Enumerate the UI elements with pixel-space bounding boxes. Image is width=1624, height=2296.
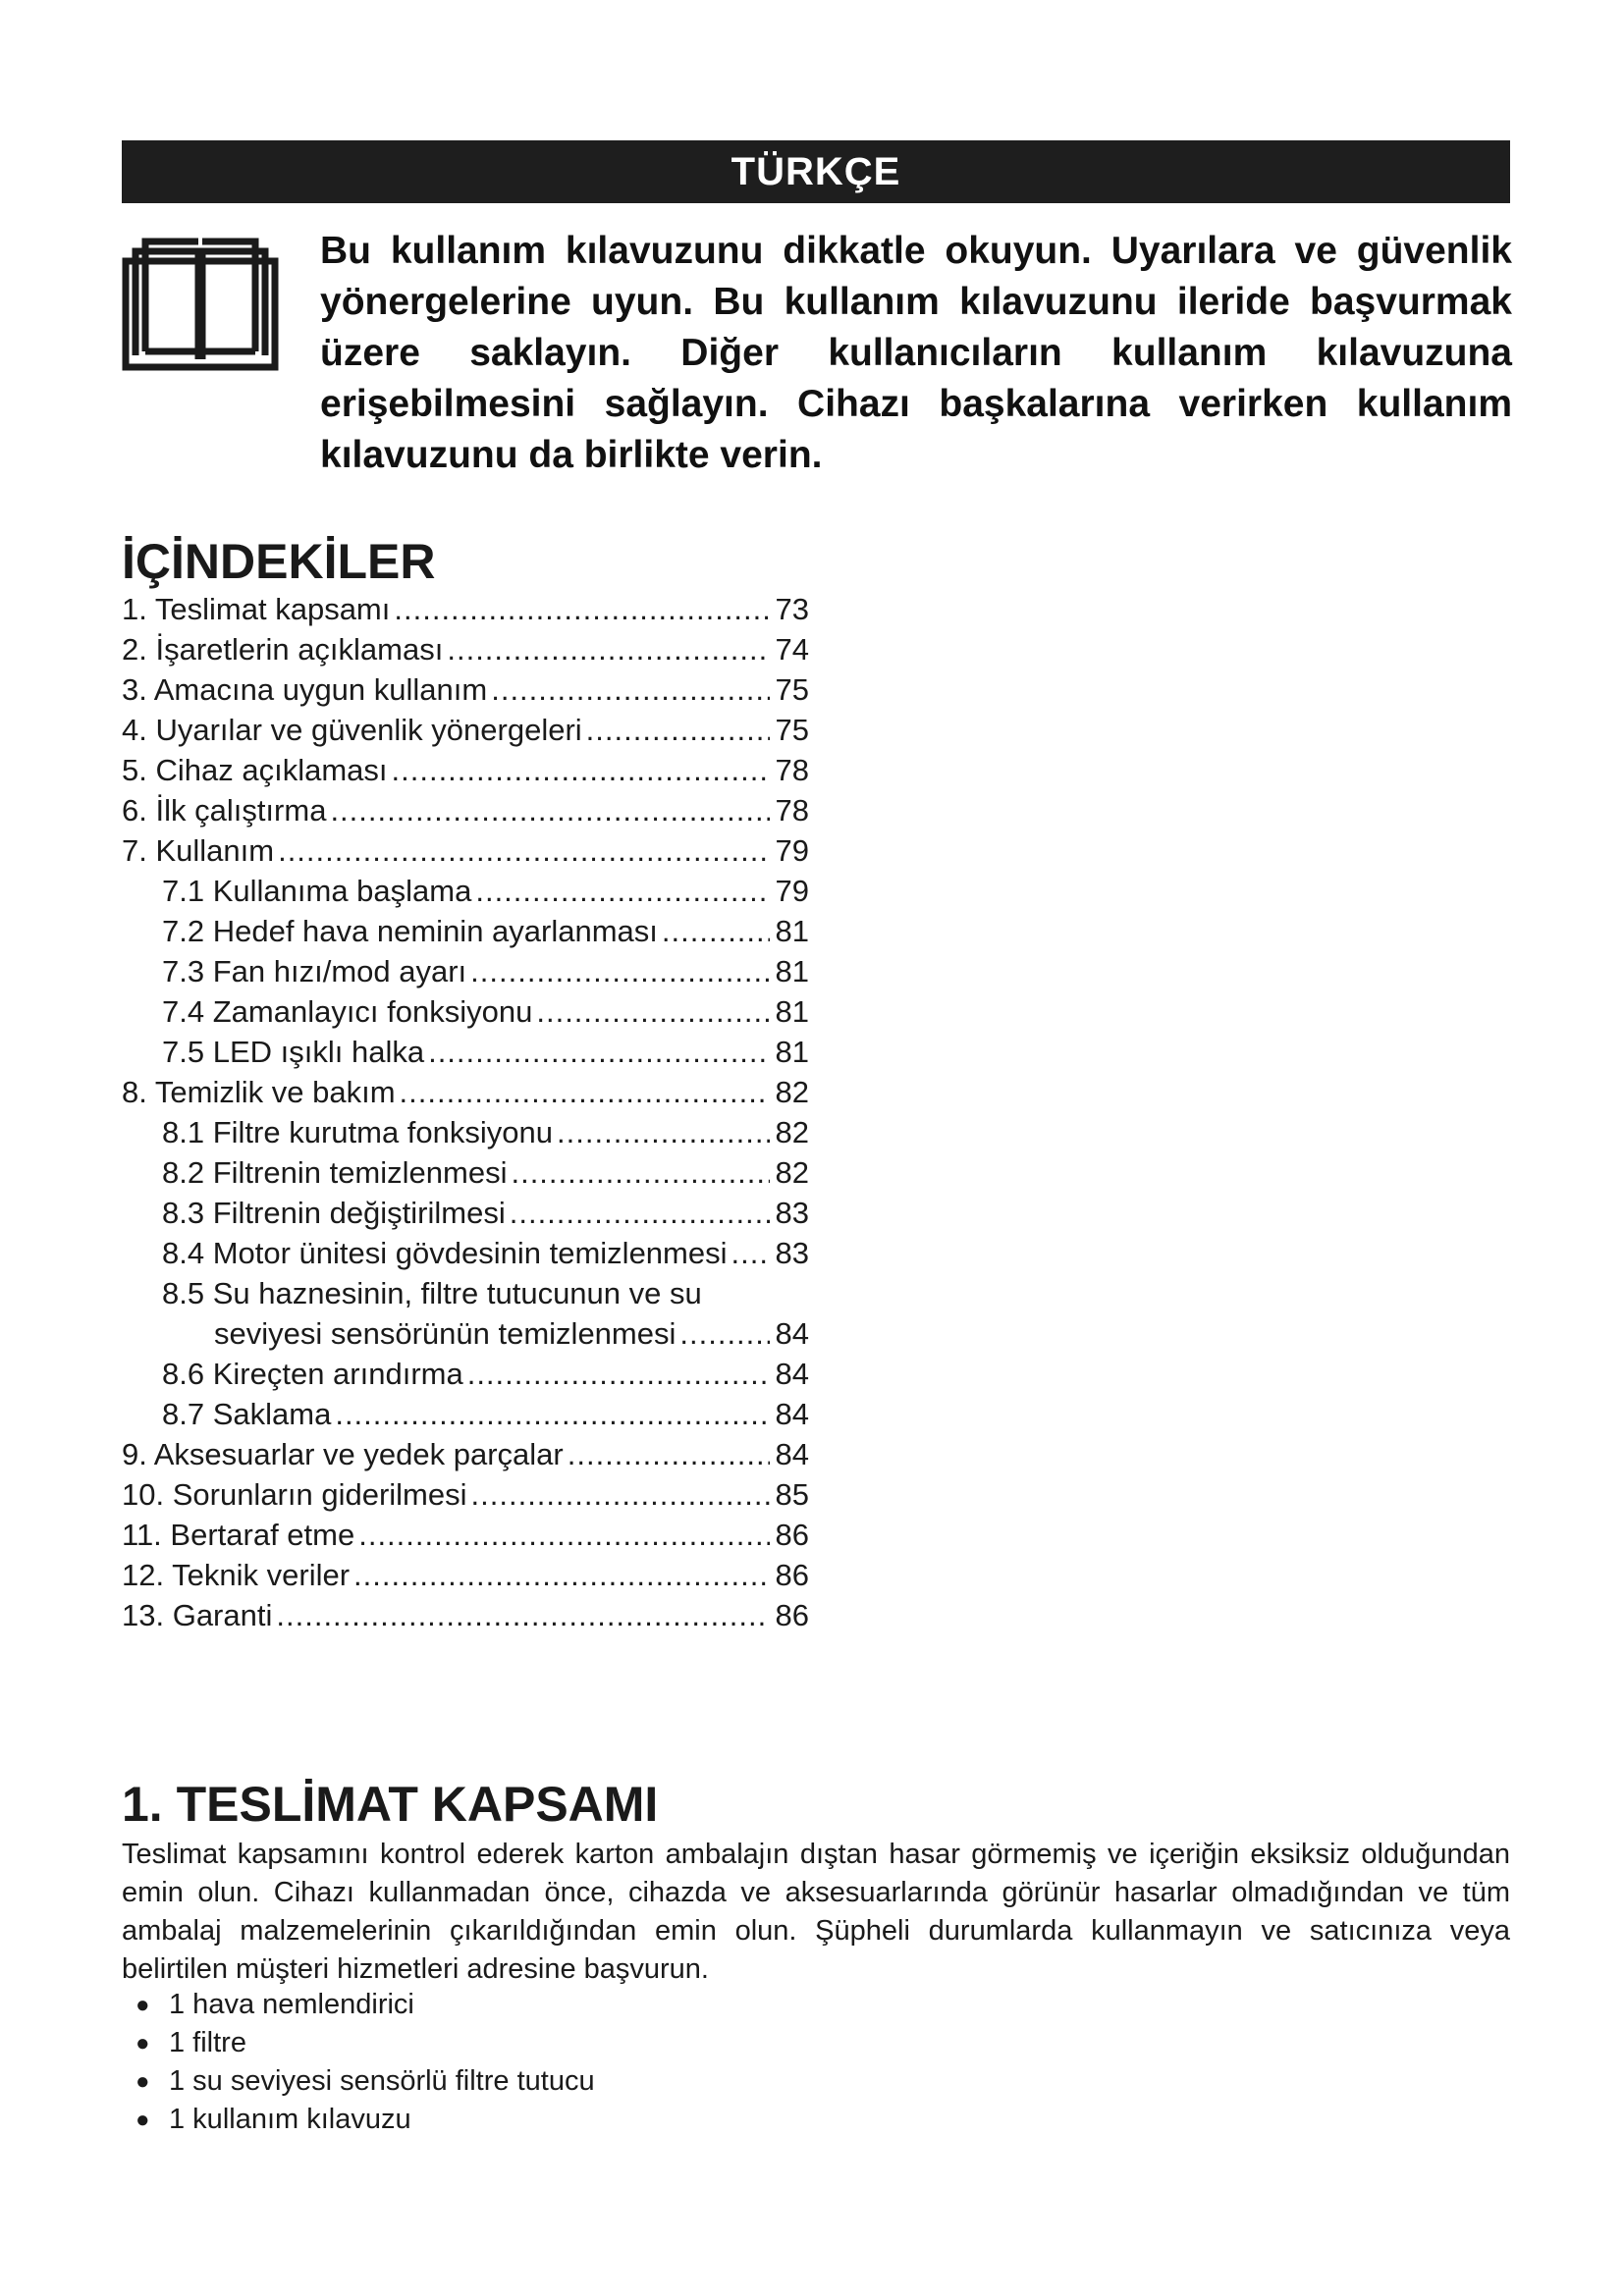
delivery-items-list — [135, 1986, 595, 2139]
toc-entry-page: 75 — [775, 713, 809, 747]
toc-entry[interactable] — [122, 629, 809, 669]
toc-leader — [447, 629, 770, 669]
toc-entry-page: 81 — [775, 954, 809, 988]
toc-leader — [330, 790, 770, 830]
list-item — [135, 2062, 595, 2101]
toc-entry-label: 6. İlk çalıştırma — [122, 793, 327, 828]
toc-entry-label: 8.7 Saklama — [162, 1397, 332, 1431]
toc-entry-label: 8.3 Filtrenin değiştirilmesi — [162, 1196, 506, 1230]
toc-entry-label: 7.5 LED ışıklı halka — [162, 1035, 425, 1069]
list-item-text: 1 su seviyesi sensörlü filtre tutucu — [169, 2065, 595, 2097]
toc-entry[interactable] — [122, 1434, 809, 1474]
toc-entry-label: 7.3 Fan hızı/mod ayarı — [162, 954, 467, 988]
toc-entry-page: 86 — [775, 1598, 809, 1632]
toc-entry-label: 8.5 Su haznesinin, filtre tutucunun ve su — [162, 1276, 702, 1310]
list-item-text: 1 hava nemlendirici — [169, 1989, 414, 2020]
toc-entry-label: 8.1 Filtre kurutma fonksiyonu — [162, 1115, 554, 1149]
toc-subentry[interactable] — [122, 1394, 809, 1434]
toc-entry[interactable] — [122, 1072, 809, 1112]
toc-subentry[interactable] — [122, 1354, 809, 1394]
toc-leader — [475, 871, 770, 911]
manual-book-icon — [122, 236, 279, 373]
toc-entry-page: 82 — [775, 1155, 809, 1190]
toc-title: İÇİNDEKİLER — [122, 534, 436, 589]
toc-leader — [511, 1152, 770, 1193]
language-header-bar — [122, 140, 1510, 203]
section-body-delivery-scope: Teslimat kapsamını kontrol ederek karton ambalajın dıştan hasar görmemiş ve içeriğin eksiksiz olduğundan emin olun. Cihazı kullanmadan önce, cihazda ve aksesuarlarında görünür hasarlar olmadığından ve tüm ambalaj malzemelerinin çıkarıldığından emin olun. Şüpheli durumlarda kullanmayın ve satıcınıza veya belirtilen müşteri hizmetleri adresine başvurun. — [122, 1839, 1510, 1985]
toc-subentry[interactable] — [122, 991, 809, 1032]
toc-entry-label: 4. Uyarılar ve güvenlik yönergeleri — [122, 713, 582, 747]
toc-entry[interactable] — [122, 790, 809, 830]
toc-entry-label: 12. Teknik veriler — [122, 1558, 351, 1592]
toc-entry[interactable] — [122, 1474, 809, 1515]
toc-entry[interactable] — [122, 669, 809, 710]
toc-entry-page: 85 — [775, 1477, 809, 1512]
list-item-text: 1 kullanım kılavuzu — [169, 2104, 411, 2135]
toc-entry-page: 81 — [775, 914, 809, 948]
toc-subentry[interactable] — [122, 1152, 809, 1193]
toc-leader — [557, 1112, 770, 1152]
toc-entry-label: 7.4 Zamanlayıcı fonksiyonu — [162, 994, 533, 1029]
bullet-icon: ● — [135, 2107, 150, 2133]
toc-entry-page: 86 — [775, 1518, 809, 1552]
toc-subentry[interactable] — [122, 871, 809, 911]
toc-entry-page: 84 — [775, 1357, 809, 1391]
section-title-delivery-scope: 1. TESLİMAT KAPSAMI — [122, 1777, 659, 1832]
toc-entry[interactable] — [122, 1515, 809, 1555]
toc-subentry[interactable] — [122, 1112, 809, 1152]
toc-entry-page: 83 — [775, 1196, 809, 1230]
toc-entry[interactable] — [122, 1595, 809, 1635]
table-of-contents — [122, 589, 809, 1635]
toc-entry-label: seviyesi sensörünün temizlenmesi — [214, 1316, 677, 1351]
language-label: TÜRKÇE — [731, 150, 901, 193]
toc-entry-page: 84 — [775, 1437, 809, 1471]
toc-subentry-continued[interactable] — [122, 1313, 809, 1354]
toc-entry[interactable] — [122, 1555, 809, 1595]
toc-leader — [276, 1595, 770, 1635]
toc-entry[interactable] — [122, 710, 809, 750]
toc-entry-page: 79 — [775, 874, 809, 908]
toc-leader — [400, 1072, 770, 1112]
toc-subentry[interactable] — [122, 911, 809, 951]
toc-entry-label: 3. Amacına uygun kullanım — [122, 672, 488, 707]
bullet-icon: ● — [135, 1992, 150, 2018]
toc-entry-page: 83 — [775, 1236, 809, 1270]
toc-entry-page: 82 — [775, 1115, 809, 1149]
toc-leader — [491, 669, 770, 710]
toc-entry-label: 7.1 Kullanıma başlama — [162, 874, 472, 908]
toc-subentry[interactable] — [122, 1193, 809, 1233]
toc-entry-page: 81 — [775, 1035, 809, 1069]
toc-leader — [586, 710, 770, 750]
toc-leader — [510, 1193, 770, 1233]
toc-entry-page: 86 — [775, 1558, 809, 1592]
toc-leader — [358, 1515, 770, 1555]
toc-entry-label: 8.4 Motor ünitesi gövdesinin temizlenmesi — [162, 1236, 728, 1270]
toc-entry-page: 74 — [775, 632, 809, 667]
bullet-icon: ● — [135, 2030, 150, 2056]
toc-leader — [536, 991, 770, 1032]
toc-leader — [467, 1354, 770, 1394]
toc-subentry[interactable] — [122, 951, 809, 991]
toc-entry-page: 78 — [775, 793, 809, 828]
toc-entry-label: 1. Teslimat kapsamı — [122, 592, 391, 626]
intro-instructions: Bu kullanım kılavuzunu dikkatle okuyun. Uyarılara ve güvenlik yönergelerine uyun. Bu kullanım kılavuzunu ileride başvurmak üzere saklayın. Diğer kullanıcıların kullanım kılavuzuna erişebilmesini sağlayın. Cihazı başkalarına verirken kullanım kılavuzunu da birlikte verin. — [320, 230, 1512, 476]
toc-leader — [428, 1032, 770, 1072]
toc-subentry[interactable] — [122, 1273, 809, 1313]
toc-entry[interactable] — [122, 589, 809, 629]
toc-leader — [335, 1394, 770, 1434]
toc-entry-page: 84 — [775, 1316, 809, 1351]
toc-entry-page: 73 — [775, 592, 809, 626]
toc-leader — [278, 830, 770, 871]
toc-entry-label: 5. Cihaz açıklaması — [122, 753, 388, 787]
toc-entry-page: 82 — [775, 1075, 809, 1109]
toc-leader — [731, 1233, 771, 1273]
list-item-text: 1 filtre — [169, 2027, 246, 2058]
toc-entry-label: 13. Garanti — [122, 1598, 273, 1632]
bullet-icon: ● — [135, 2068, 150, 2095]
toc-entry-label: 2. İşaretlerin açıklaması — [122, 632, 444, 667]
list-item — [135, 2024, 595, 2062]
toc-entry[interactable] — [122, 830, 809, 871]
toc-entry-label: 8. Temizlik ve bakım — [122, 1075, 396, 1109]
toc-entry-label: 7. Kullanım — [122, 833, 275, 868]
toc-subentry[interactable] — [122, 1032, 809, 1072]
toc-entry-page: 75 — [775, 672, 809, 707]
toc-entry-label: 8.6 Kireçten arındırma — [162, 1357, 463, 1391]
toc-entry-page: 84 — [775, 1397, 809, 1431]
toc-leader — [394, 589, 770, 629]
toc-entry-label: 9. Aksesuarlar ve yedek parçalar — [122, 1437, 564, 1471]
toc-entry-label: 8.2 Filtrenin temizlenmesi — [162, 1155, 508, 1190]
toc-entry-label: 11. Bertaraf etme — [122, 1518, 355, 1552]
list-item — [135, 1986, 595, 2024]
toc-entry-label: 7.2 Hedef hava neminin ayarlanması — [162, 914, 658, 948]
toc-leader — [679, 1313, 770, 1354]
toc-leader — [392, 750, 771, 790]
toc-leader — [353, 1555, 770, 1595]
toc-entry[interactable] — [122, 750, 809, 790]
toc-entry-page: 78 — [775, 753, 809, 787]
toc-entry-page: 79 — [775, 833, 809, 868]
toc-leader — [662, 911, 770, 951]
toc-leader — [568, 1434, 770, 1474]
toc-leader — [470, 951, 770, 991]
list-item — [135, 2101, 595, 2139]
toc-subentry[interactable] — [122, 1233, 809, 1273]
toc-leader — [471, 1474, 770, 1515]
toc-entry-label: 10. Sorunların giderilmesi — [122, 1477, 467, 1512]
toc-entry-page: 81 — [775, 994, 809, 1029]
